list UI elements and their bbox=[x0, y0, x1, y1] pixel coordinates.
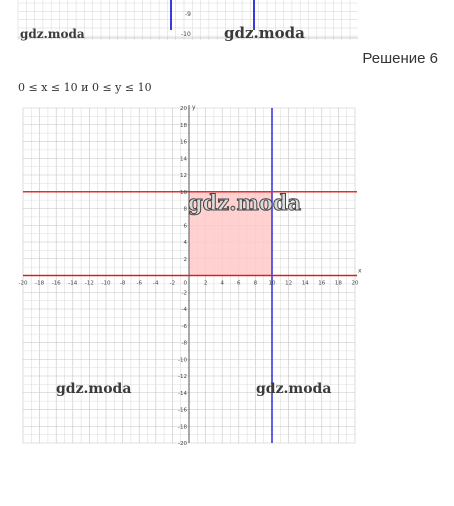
x-tick-label: 6 bbox=[237, 280, 241, 287]
watermark: gdz.moda bbox=[188, 190, 302, 215]
x-tick-label: 14 bbox=[301, 280, 309, 287]
y-tick-label: 4 bbox=[183, 240, 187, 246]
y-tick-label: -18 bbox=[178, 424, 187, 431]
x-axis-label: x bbox=[358, 267, 362, 275]
y-tick-label: 10 bbox=[180, 189, 187, 196]
y-tick-label: -4 bbox=[181, 307, 187, 313]
y-tick-label: -8 bbox=[181, 340, 187, 347]
y-tick-label: 16 bbox=[180, 139, 187, 146]
y-axis-label: y bbox=[192, 104, 196, 111]
x-tick-label: -6 bbox=[136, 280, 142, 287]
watermark: gdz.moda bbox=[224, 24, 305, 42]
previous-tick-label: -10 bbox=[181, 31, 191, 38]
y-tick-label: -16 bbox=[178, 407, 187, 414]
y-tick-label: -14 bbox=[178, 390, 187, 397]
y-tick-label: -6 bbox=[181, 323, 187, 330]
x-tick-label: -8 bbox=[119, 280, 126, 287]
x-tick-label: 8 bbox=[253, 280, 258, 287]
x-tick-label: -14 bbox=[68, 280, 78, 287]
watermark: gdz.moda bbox=[20, 27, 85, 41]
x-tick-label: 20 bbox=[351, 280, 359, 287]
x-tick-label: -18 bbox=[35, 280, 45, 287]
x-tick-label: -2 bbox=[169, 280, 176, 287]
origin-label: 0 bbox=[183, 280, 187, 287]
x-tick-label: -20 bbox=[18, 280, 28, 287]
x-tick-label: -12 bbox=[84, 280, 94, 287]
y-tick-label: -2 bbox=[181, 290, 187, 297]
y-tick-label: -20 bbox=[178, 441, 187, 447]
previous-tick-label: -9 bbox=[185, 11, 191, 18]
y-tick-label: 14 bbox=[180, 156, 187, 163]
inequality-condition: 0 ≤ x ≤ 10 и 0 ≤ y ≤ 10 bbox=[18, 81, 152, 94]
y-tick-label: 8 bbox=[183, 206, 187, 213]
watermark: gdz.moda bbox=[56, 381, 132, 397]
x-tick-label: -4 bbox=[153, 280, 159, 287]
previous-graph-fragment bbox=[18, 0, 358, 40]
y-tick-label: 20 bbox=[180, 106, 187, 112]
y-tick-label: 6 bbox=[183, 223, 187, 230]
x-tick-label: 2 bbox=[203, 280, 208, 287]
y-tick-label: 12 bbox=[180, 173, 187, 179]
y-tick-label: -12 bbox=[178, 374, 187, 380]
x-tick-label: 18 bbox=[334, 280, 342, 287]
x-tick-label: 10 bbox=[268, 280, 276, 287]
x-tick-label: 16 bbox=[318, 280, 326, 287]
y-tick-label: 2 bbox=[183, 256, 187, 263]
y-tick-label: 18 bbox=[180, 122, 187, 129]
x-tick-label: 12 bbox=[285, 280, 293, 287]
watermark: gdz.moda bbox=[256, 381, 332, 397]
coordinate-graph bbox=[18, 103, 360, 452]
x-tick-label: -10 bbox=[101, 280, 111, 287]
x-tick-label: 4 bbox=[220, 280, 224, 287]
solution-title: Решение 6 bbox=[362, 50, 438, 67]
x-tick-label: -16 bbox=[51, 280, 61, 287]
y-tick-label: -10 bbox=[178, 357, 187, 364]
